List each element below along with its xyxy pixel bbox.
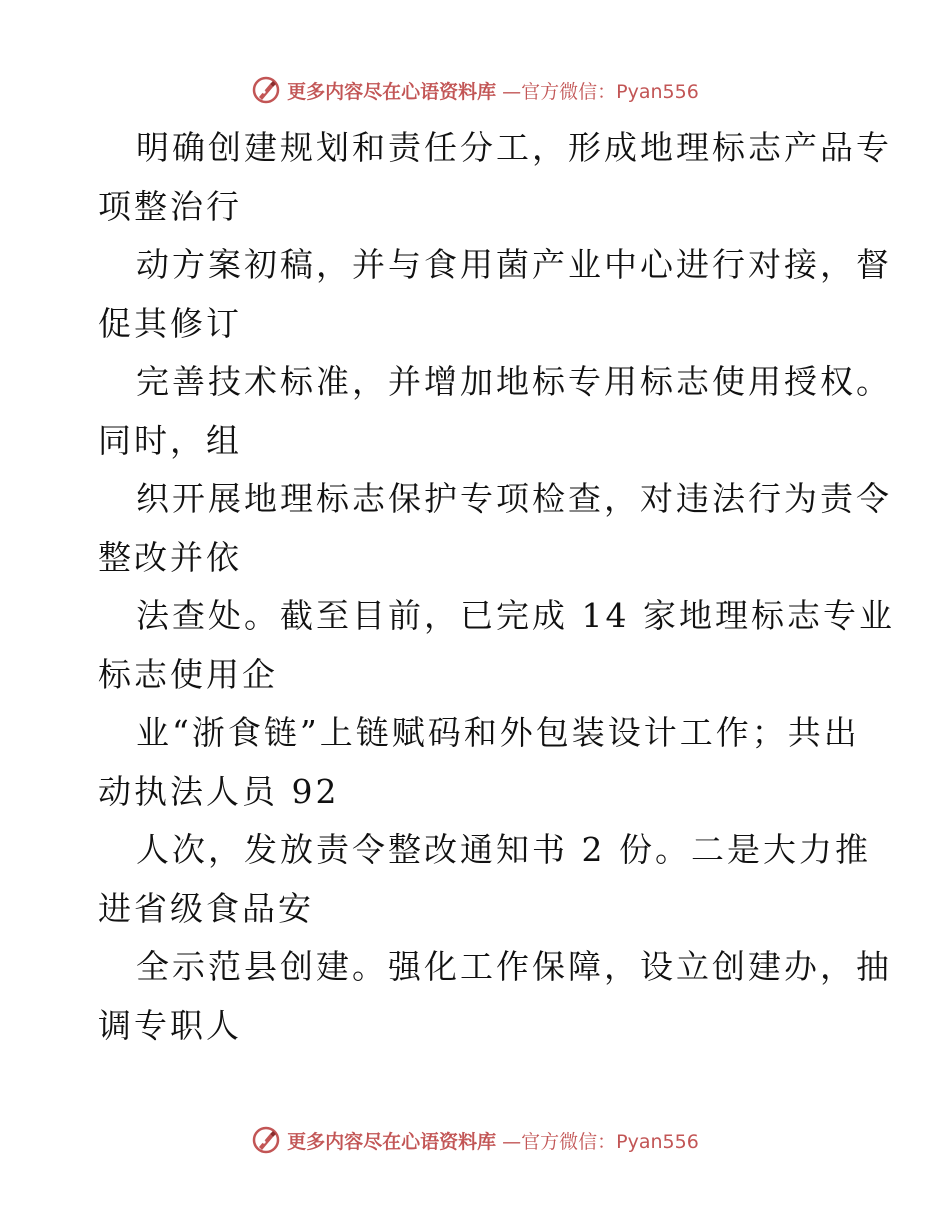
watermark-text: 更多内容尽在心语资料库	[287, 1130, 497, 1153]
footer-watermark	[0, 1123, 950, 1157]
paragraph-line: 促其修订	[98, 303, 242, 343]
paragraph-line: 项整治行	[98, 186, 242, 226]
paragraph-line: 调专职人	[98, 1005, 242, 1045]
paragraph-line: 进省级食品安	[98, 888, 314, 928]
paragraph-line: 人次，发放责令整改通知书 2 份。二是大力推	[136, 830, 871, 869]
paragraph-line: 明确创建规划和责任分工，形成地理标志产品专	[136, 128, 892, 167]
paragraph-line: 动执法人员 92	[98, 771, 340, 811]
watermark-text: 更多内容尽在心语资料库	[287, 80, 497, 103]
watermark-contact: —官方微信：Pyan556	[502, 80, 699, 103]
watermark-contact: —官方微信：Pyan556	[502, 1130, 699, 1153]
paragraph-line: 全示范县创建。强化工作保障，设立创建办，抽	[136, 947, 892, 986]
header-watermark	[0, 73, 950, 107]
paragraph-line: 标志使用企	[98, 654, 278, 694]
paragraph-line: 整改并依	[98, 537, 242, 577]
paragraph-line: 完善技术标准，并增加地标专用标志使用授权。	[136, 362, 892, 401]
paragraph-line: 动方案初稿，并与食用菌产业中心进行对接，督	[136, 245, 892, 284]
document-body	[98, 119, 895, 1055]
paragraph-line: 法查处。截至目前，已完成 14 家地理标志专业	[136, 596, 895, 635]
pen-logo-icon	[251, 1125, 281, 1155]
paragraph-line: 织开展地理标志保护专项检查，对违法行为责令	[136, 479, 892, 518]
paragraph-line: 业“浙食链”上链赋码和外包装设计工作；共出	[136, 713, 860, 752]
pen-logo-icon	[251, 75, 281, 105]
paragraph-line: 同时，组	[98, 420, 242, 460]
